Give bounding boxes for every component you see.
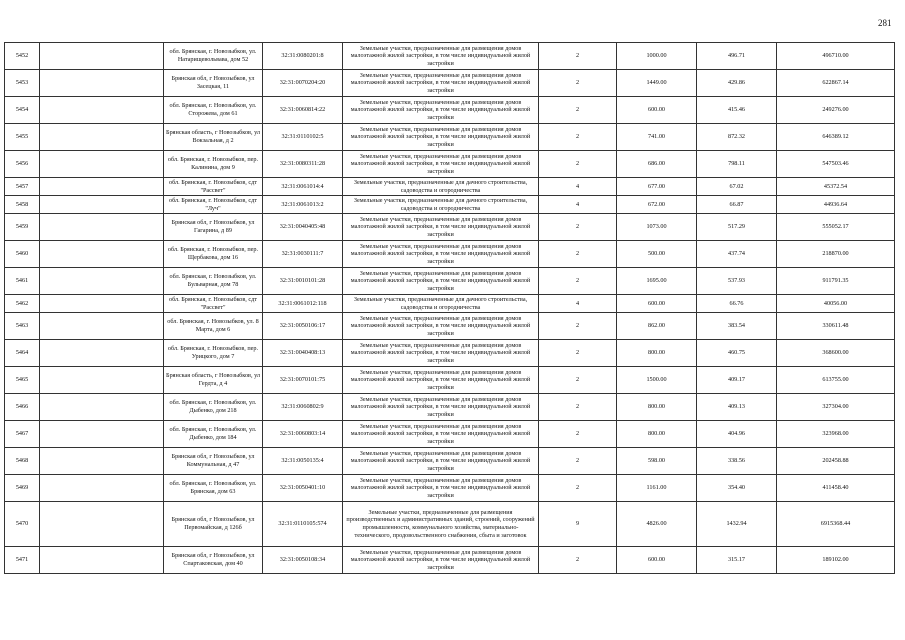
cadastral-number-cell: 32:31:0010101:28 bbox=[263, 268, 343, 295]
use-group-cell: 2 bbox=[539, 151, 617, 178]
cadastral-value-cell: 330611.48 bbox=[777, 313, 895, 340]
area-cell: 1161.00 bbox=[617, 475, 697, 502]
specific-value-cell: 872.32 bbox=[697, 124, 777, 151]
address-cell: обл. Брянская, г. Новозыбков, ул. Дыбенко, дом 218 bbox=[164, 394, 263, 421]
area-cell: 598.00 bbox=[617, 448, 697, 475]
cadastral-value-cell: 646389.12 bbox=[777, 124, 895, 151]
table-row bbox=[5, 448, 895, 475]
row-number: 5463 bbox=[5, 313, 40, 340]
cadastral-number-cell: 32:31:0110102:5 bbox=[263, 124, 343, 151]
cadastral-value-cell: 218870.00 bbox=[777, 241, 895, 268]
table-row bbox=[5, 214, 895, 241]
area-cell: 677.00 bbox=[617, 178, 697, 196]
row-number: 5459 bbox=[5, 214, 40, 241]
area-cell: 1000.00 bbox=[617, 43, 697, 70]
address-cell: обл. Брянская, г. Новозыбков, пер. Калинина, дом 9 bbox=[164, 151, 263, 178]
address-cell: Брянская обл, г Новозыбков, ул Гагарина, д 89 bbox=[164, 214, 263, 241]
use-group-cell: 2 bbox=[539, 448, 617, 475]
specific-value-cell: 798.11 bbox=[697, 151, 777, 178]
specific-value-cell: 315.17 bbox=[697, 547, 777, 574]
gap-cell bbox=[40, 196, 164, 214]
gap-cell bbox=[40, 367, 164, 394]
gap-cell bbox=[40, 295, 164, 313]
cadastral-number-cell: 32:31:0050108:34 bbox=[263, 547, 343, 574]
table-row bbox=[5, 475, 895, 502]
land-use-cell: Земельные участки, предназначенные для размещения домов малоэтажной жилой застройки, в том числе индивидуальной жилой застройки bbox=[343, 97, 539, 124]
use-group-cell: 2 bbox=[539, 340, 617, 367]
cadastral-number-cell: 32:31:0070204:20 bbox=[263, 70, 343, 97]
cadastral-value-cell: 44936.64 bbox=[777, 196, 895, 214]
gap-cell bbox=[40, 43, 164, 70]
address-cell: Брянская обл, г Новозыбков, ул Засецкая, 11 bbox=[164, 70, 263, 97]
area-cell: 600.00 bbox=[617, 295, 697, 313]
address-cell: Брянская область, г Новозыбков, ул Гердта, д 4 bbox=[164, 367, 263, 394]
specific-value-cell: 66.87 bbox=[697, 196, 777, 214]
specific-value-cell: 409.17 bbox=[697, 367, 777, 394]
address-cell: обл. Брянская, г. Новозыбков, ул. Сторожева, дом 61 bbox=[164, 97, 263, 124]
address-cell: Брянская обл, г Новозыбков, ул Коммунальная, д 47 bbox=[164, 448, 263, 475]
table-row bbox=[5, 340, 895, 367]
row-number: 5467 bbox=[5, 421, 40, 448]
gap-cell bbox=[40, 502, 164, 547]
gap-cell bbox=[40, 340, 164, 367]
cadastral-number-cell: 32:31:0061014:4 bbox=[263, 178, 343, 196]
table-row bbox=[5, 97, 895, 124]
gap-cell bbox=[40, 214, 164, 241]
gap-cell bbox=[40, 151, 164, 178]
table-row bbox=[5, 313, 895, 340]
land-use-cell: Земельные участки, предназначенные для размещения домов малоэтажной жилой застройки, в том числе индивидуальной жилой застройки bbox=[343, 214, 539, 241]
row-number: 5458 bbox=[5, 196, 40, 214]
cadastral-number-cell: 32:31:0070101:75 bbox=[263, 367, 343, 394]
use-group-cell: 2 bbox=[539, 313, 617, 340]
land-use-cell: Земельные участки, предназначенные для размещения домов малоэтажной жилой застройки, в том числе индивидуальной жилой застройки bbox=[343, 313, 539, 340]
use-group-cell: 4 bbox=[539, 196, 617, 214]
land-use-cell: Земельные участки, предназначенные для размещения домов малоэтажной жилой застройки, в том числе индивидуальной жилой застройки bbox=[343, 475, 539, 502]
table-row bbox=[5, 178, 895, 196]
use-group-cell: 4 bbox=[539, 295, 617, 313]
area-cell: 1695.00 bbox=[617, 268, 697, 295]
land-use-cell: Земельные участки, предназначенные для дачного строительства, садоводства и огородничества bbox=[343, 196, 539, 214]
gap-cell bbox=[40, 394, 164, 421]
row-number: 5465 bbox=[5, 367, 40, 394]
page-number: 281 bbox=[878, 18, 892, 28]
cadastral-value-cell: 249276.00 bbox=[777, 97, 895, 124]
gap-cell bbox=[40, 268, 164, 295]
cadastral-number-cell: 32:31:0080311:28 bbox=[263, 151, 343, 178]
cadastral-number-cell: 32:31:0060802:9 bbox=[263, 394, 343, 421]
area-cell: 1449.00 bbox=[617, 70, 697, 97]
specific-value-cell: 338.56 bbox=[697, 448, 777, 475]
row-number: 5456 bbox=[5, 151, 40, 178]
cadastral-number-cell: 32:31:0030111:7 bbox=[263, 241, 343, 268]
row-number: 5461 bbox=[5, 268, 40, 295]
specific-value-cell: 496.71 bbox=[697, 43, 777, 70]
address-cell: Брянская обл, г Новозыбков, ул Спартаковская, дом 40 bbox=[164, 547, 263, 574]
land-use-cell: Земельные участки, предназначенные для размещения домов малоэтажной жилой застройки, в том числе индивидуальной жилой застройки bbox=[343, 241, 539, 268]
address-cell: Брянская область, г Новозыбков, ул Вокзальная, д 2 bbox=[164, 124, 263, 151]
table-row bbox=[5, 241, 895, 268]
cadastral-number-cell: 32:31:0110105:574 bbox=[263, 502, 343, 547]
gap-cell bbox=[40, 421, 164, 448]
land-use-cell: Земельные участки, предназначенные для размещения домов малоэтажной жилой застройки, в том числе индивидуальной жилой застройки bbox=[343, 448, 539, 475]
row-number: 5466 bbox=[5, 394, 40, 421]
cadastral-number-cell: 32:31:0061012:118 bbox=[263, 295, 343, 313]
specific-value-cell: 429.86 bbox=[697, 70, 777, 97]
gap-cell bbox=[40, 178, 164, 196]
land-use-cell: Земельные участки, предназначенные для размещения домов малоэтажной жилой застройки, в том числе индивидуальной жилой застройки bbox=[343, 268, 539, 295]
specific-value-cell: 404.96 bbox=[697, 421, 777, 448]
specific-value-cell: 415.46 bbox=[697, 97, 777, 124]
row-number: 5453 bbox=[5, 70, 40, 97]
land-use-cell: Земельные участки, предназначенные для размещения домов малоэтажной жилой застройки, в том числе индивидуальной жилой застройки bbox=[343, 340, 539, 367]
gap-cell bbox=[40, 313, 164, 340]
gap-cell bbox=[40, 241, 164, 268]
cadastral-value-cell: 40056.00 bbox=[777, 295, 895, 313]
table-row bbox=[5, 421, 895, 448]
specific-value-cell: 460.75 bbox=[697, 340, 777, 367]
table-row bbox=[5, 43, 895, 70]
use-group-cell: 2 bbox=[539, 394, 617, 421]
cadastral-value-cell: 613755.00 bbox=[777, 367, 895, 394]
cadastral-number-cell: 32:31:0040408:13 bbox=[263, 340, 343, 367]
specific-value-cell: 383.54 bbox=[697, 313, 777, 340]
cadastral-number-cell: 32:31:0050401:10 bbox=[263, 475, 343, 502]
gap-cell bbox=[40, 547, 164, 574]
table-row bbox=[5, 295, 895, 313]
cadastral-value-cell: 323968.00 bbox=[777, 421, 895, 448]
land-use-cell: Земельные участки, предназначенные для размещения домов малоэтажной жилой застройки, в том числе индивидуальной жилой застройки bbox=[343, 43, 539, 70]
cadastral-value-cell: 368600.00 bbox=[777, 340, 895, 367]
use-group-cell: 9 bbox=[539, 502, 617, 547]
cadastral-value-cell: 6915368.44 bbox=[777, 502, 895, 547]
gap-cell bbox=[40, 70, 164, 97]
land-use-cell: Земельные участки, предназначенные для дачного строительства, садоводства и огородничества bbox=[343, 178, 539, 196]
specific-value-cell: 1432.94 bbox=[697, 502, 777, 547]
area-cell: 1073.00 bbox=[617, 214, 697, 241]
use-group-cell: 2 bbox=[539, 70, 617, 97]
row-number: 5464 bbox=[5, 340, 40, 367]
area-cell: 800.00 bbox=[617, 394, 697, 421]
area-cell: 500.00 bbox=[617, 241, 697, 268]
use-group-cell: 2 bbox=[539, 367, 617, 394]
cadastral-value-cell: 911791.35 bbox=[777, 268, 895, 295]
land-use-cell: Земельные участки, предназначенные для размещения домов малоэтажной жилой застройки, в том числе индивидуальной жилой застройки bbox=[343, 367, 539, 394]
table-row bbox=[5, 70, 895, 97]
gap-cell bbox=[40, 475, 164, 502]
use-group-cell: 2 bbox=[539, 241, 617, 268]
specific-value-cell: 517.29 bbox=[697, 214, 777, 241]
address-cell: обл. Брянская, г. Новозыбков, ул. Брянская, дом 63 bbox=[164, 475, 263, 502]
specific-value-cell: 537.93 bbox=[697, 268, 777, 295]
table-row bbox=[5, 502, 895, 547]
area-cell: 800.00 bbox=[617, 340, 697, 367]
area-cell: 741.00 bbox=[617, 124, 697, 151]
table-row bbox=[5, 196, 895, 214]
area-cell: 800.00 bbox=[617, 421, 697, 448]
specific-value-cell: 66.76 bbox=[697, 295, 777, 313]
area-cell: 4826.00 bbox=[617, 502, 697, 547]
address-cell: обл. Брянская, г. Новозыбков, сдт "Рассвет" bbox=[164, 178, 263, 196]
land-use-cell: Земельные участки, предназначенные для размещения домов малоэтажной жилой застройки, в том числе индивидуальной жилой застройки bbox=[343, 421, 539, 448]
address-cell: обл. Брянская, г. Новозыбков, ул. 8 Марта, дом 6 bbox=[164, 313, 263, 340]
row-number: 5454 bbox=[5, 97, 40, 124]
specific-value-cell: 67.02 bbox=[697, 178, 777, 196]
gap-cell bbox=[40, 124, 164, 151]
land-use-cell: Земельные участки, предназначенные для дачного строительства, садоводства и огородничества bbox=[343, 295, 539, 313]
specific-value-cell: 437.74 bbox=[697, 241, 777, 268]
cadastral-value-cell: 547503.46 bbox=[777, 151, 895, 178]
table-row bbox=[5, 547, 895, 574]
area-cell: 600.00 bbox=[617, 547, 697, 574]
use-group-cell: 2 bbox=[539, 43, 617, 70]
address-cell: обл. Брянская, г. Новозыбков, ул. Бульварная, дом 78 bbox=[164, 268, 263, 295]
address-cell: Брянская обл, г Новозыбков, ул Первомайская, д 126б bbox=[164, 502, 263, 547]
table-row bbox=[5, 151, 895, 178]
area-cell: 1500.00 bbox=[617, 367, 697, 394]
use-group-cell: 2 bbox=[539, 97, 617, 124]
specific-value-cell: 354.40 bbox=[697, 475, 777, 502]
land-use-cell: Земельные участки, предназначенные для размещения домов малоэтажной жилой застройки, в том числе индивидуальной жилой застройки bbox=[343, 394, 539, 421]
address-cell: обл. Брянская, г. Новозыбков, сдт "Луч" bbox=[164, 196, 263, 214]
land-use-cell: Земельные участки, предназначенные для размещения домов малоэтажной жилой застройки, в том числе индивидуальной жилой застройки bbox=[343, 124, 539, 151]
cadastral-number-cell: 32:31:0040405:48 bbox=[263, 214, 343, 241]
cadastral-number-cell: 32:31:0061013:2 bbox=[263, 196, 343, 214]
cadastral-number-cell: 32:31:0080201:8 bbox=[263, 43, 343, 70]
land-use-cell: Земельные участки, предназначенные для размещения домов малоэтажной жилой застройки, в том числе индивидуальной жилой застройки bbox=[343, 547, 539, 574]
cadastral-value-cell: 45372.54 bbox=[777, 178, 895, 196]
row-number: 5460 bbox=[5, 241, 40, 268]
cadastral-value-cell: 327304.00 bbox=[777, 394, 895, 421]
land-registry-table bbox=[4, 42, 895, 574]
use-group-cell: 2 bbox=[539, 475, 617, 502]
cadastral-value-cell: 202458.88 bbox=[777, 448, 895, 475]
table-row bbox=[5, 394, 895, 421]
row-number: 5462 bbox=[5, 295, 40, 313]
land-use-cell: Земельные участки, предназначенные для размещения домов малоэтажной жилой застройки, в том числе индивидуальной жилой застройки bbox=[343, 151, 539, 178]
table-row bbox=[5, 367, 895, 394]
cadastral-number-cell: 32:31:0060814:22 bbox=[263, 97, 343, 124]
cadastral-value-cell: 555052.17 bbox=[777, 214, 895, 241]
area-cell: 862.00 bbox=[617, 313, 697, 340]
gap-cell bbox=[40, 97, 164, 124]
row-number: 5470 bbox=[5, 502, 40, 547]
area-cell: 686.00 bbox=[617, 151, 697, 178]
use-group-cell: 2 bbox=[539, 268, 617, 295]
address-cell: обл. Брянская, г. Новозыбков, пер. Урицкого, дом 7 bbox=[164, 340, 263, 367]
row-number: 5468 bbox=[5, 448, 40, 475]
area-cell: 600.00 bbox=[617, 97, 697, 124]
table-body bbox=[5, 43, 895, 574]
address-cell: обл. Брянская, г. Новозыбков, сдт "Рассвет" bbox=[164, 295, 263, 313]
specific-value-cell: 409.13 bbox=[697, 394, 777, 421]
gap-cell bbox=[40, 448, 164, 475]
use-group-cell: 4 bbox=[539, 178, 617, 196]
cadastral-number-cell: 32:31:0060803:14 bbox=[263, 421, 343, 448]
use-group-cell: 2 bbox=[539, 421, 617, 448]
cadastral-number-cell: 32:31:0050135:4 bbox=[263, 448, 343, 475]
table-row bbox=[5, 124, 895, 151]
row-number: 5471 bbox=[5, 547, 40, 574]
cadastral-value-cell: 622867.14 bbox=[777, 70, 895, 97]
row-number: 5457 bbox=[5, 178, 40, 196]
row-number: 5452 bbox=[5, 43, 40, 70]
address-cell: обл. Брянская, г. Новозыбков, пер. Щербакова, дом 16 bbox=[164, 241, 263, 268]
table-row bbox=[5, 268, 895, 295]
row-number: 5455 bbox=[5, 124, 40, 151]
cadastral-value-cell: 496710.00 bbox=[777, 43, 895, 70]
cadastral-value-cell: 411458.40 bbox=[777, 475, 895, 502]
row-number: 5469 bbox=[5, 475, 40, 502]
area-cell: 672.00 bbox=[617, 196, 697, 214]
cadastral-number-cell: 32:31:0050106:17 bbox=[263, 313, 343, 340]
address-cell: обл. Брянская, г. Новозыбков, ул. Натарищевольвава, дом 52 bbox=[164, 43, 263, 70]
cadastral-value-cell: 189102.00 bbox=[777, 547, 895, 574]
land-use-cell: Земельные участки, предназначенные для размещения производственных и административных зданий, строений, сооружений промышленности, коммунального хозяйства, материально-технического, продовольственного снабжения, сбыта и заготовок bbox=[343, 502, 539, 547]
address-cell: обл. Брянская, г. Новозыбков, ул. Дыбенко, дом 184 bbox=[164, 421, 263, 448]
use-group-cell: 2 bbox=[539, 124, 617, 151]
land-use-cell: Земельные участки, предназначенные для размещения домов малоэтажной жилой застройки, в том числе индивидуальной жилой застройки bbox=[343, 70, 539, 97]
use-group-cell: 2 bbox=[539, 214, 617, 241]
use-group-cell: 2 bbox=[539, 547, 617, 574]
